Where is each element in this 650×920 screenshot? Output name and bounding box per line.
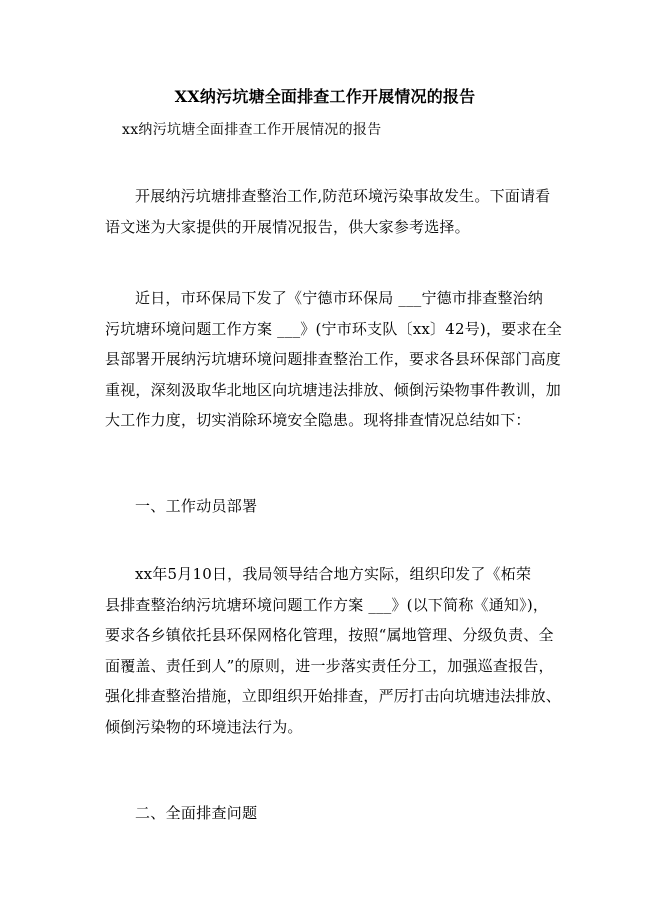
section-heading-2: 二、全面排查问题 [135, 804, 258, 822]
paragraph-line: 倾倒污染物的环境违法行为。 [105, 717, 303, 736]
paragraph-background [105, 283, 562, 436]
paragraph-line: 重视，深刻汲取华北地区向坑塘违法排放、倾倒污染物事件教训，加 [105, 380, 562, 399]
paragraph-line: 语文迷为大家提供的开展情况报告，供大家参考选择。 [105, 217, 470, 236]
paragraph-line: 县排查整治纳污坑塘环境问题工作方案 ___》(以下简称《通知》)， [105, 595, 549, 614]
paragraph-deployment [105, 559, 562, 743]
paragraph-line: 县部署开展纳污坑塘环境问题排查整治工作，要求各县环保部门高度 [105, 350, 562, 369]
paragraph-line: 开展纳污坑塘排查整治工作,防范环境污染事故发生。下面请看 [135, 187, 551, 205]
document-subtitle: xx纳污坑塘全面排查工作开展情况的报告 [122, 122, 382, 138]
paragraph-line: 面覆盖、责任到人”的原则，进一步落实责任分工，加强巡查报告， [105, 656, 554, 675]
paragraph-line: 大工作力度，切实消除环境安全隐患。现将排查情况总结如下： [105, 411, 531, 430]
paragraph-line: 近日，市环保局下发了《宁德市环保局 ___宁德市排查整治纳 [135, 289, 544, 307]
paragraph-line: xx年5月10日，我局领导结合地方实际，组织印发了《柘荣 [135, 565, 532, 583]
paragraph-line: 污坑塘环境问题工作方案 ___》(宁市环支队〔xx〕42号)，要求在全 [105, 319, 562, 338]
section-heading-1: 一、工作动员部署 [135, 497, 258, 515]
document-title: XX纳污坑塘全面排查工作开展情况的报告 [174, 87, 476, 106]
paragraph-intro [105, 181, 555, 242]
paragraph-line: 要求各乡镇依托县环保网格化管理，按照“属地管理、分级负责、全 [105, 626, 554, 645]
paragraph-line: 强化排查整治措施，立即组织开始排查，严厉打击向坑塘违法排放、 [105, 687, 562, 706]
